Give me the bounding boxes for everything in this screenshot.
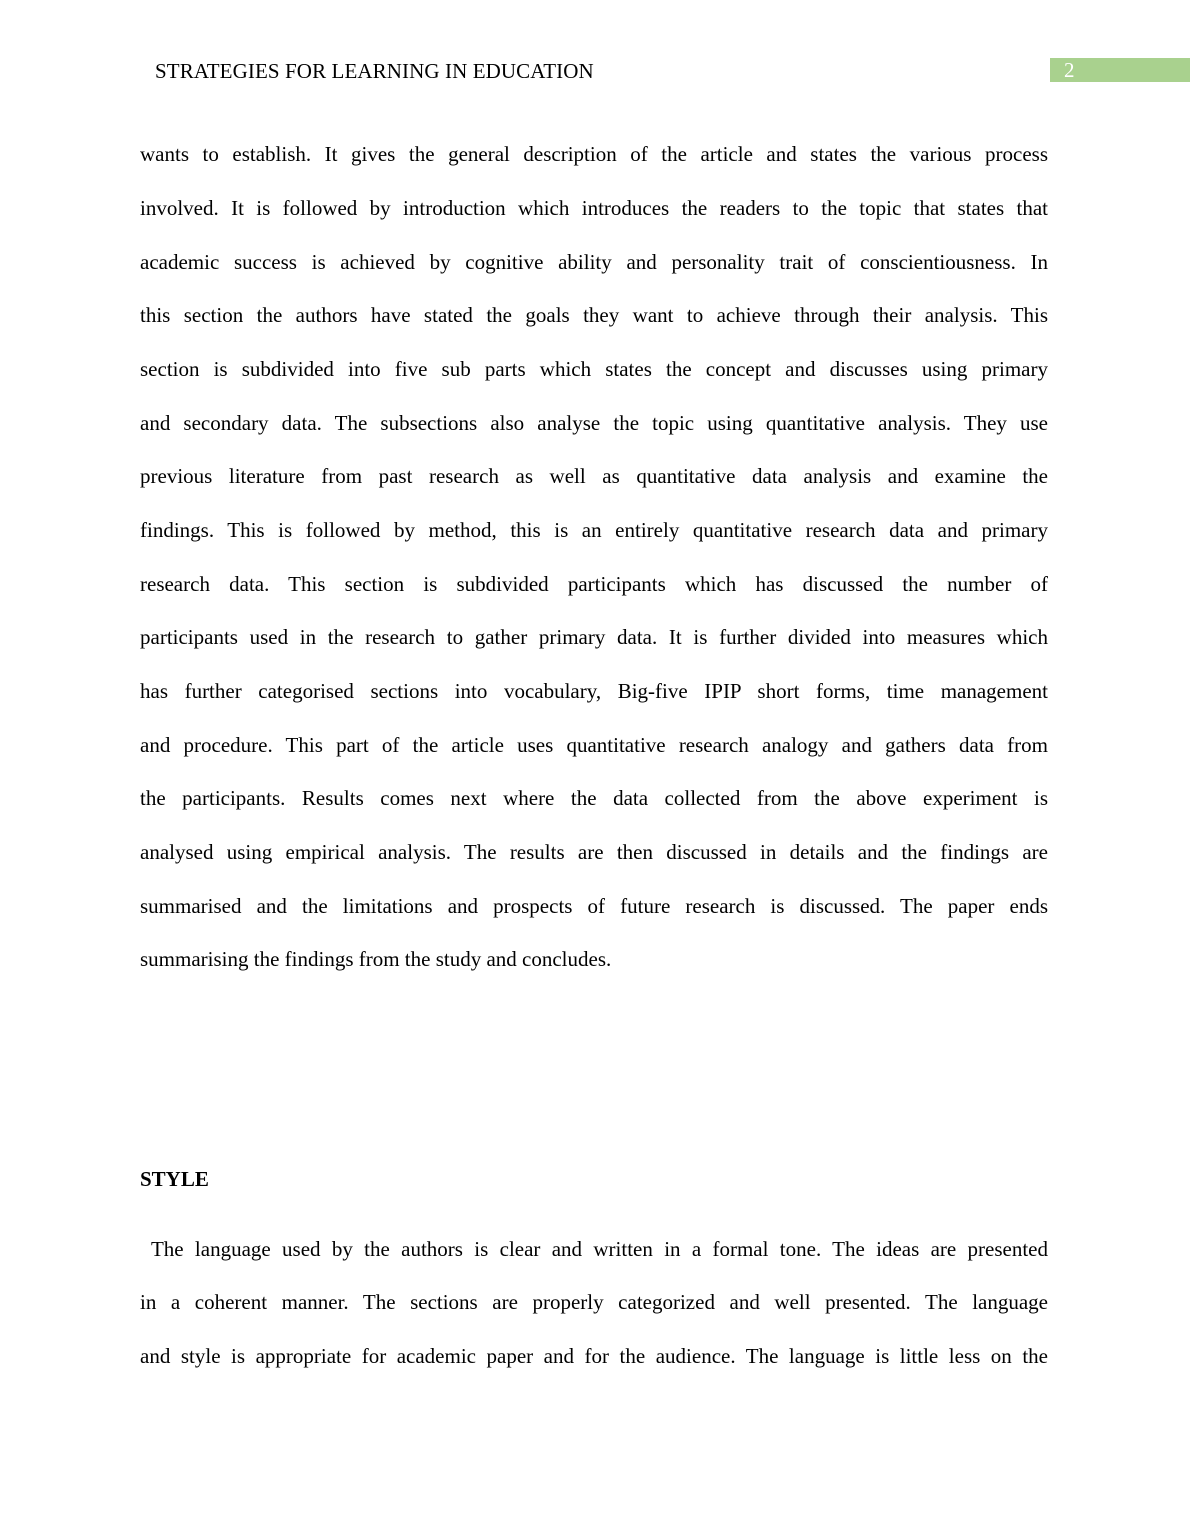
paragraph-line: section is subdivided into five sub parts which states the concept and discusses using primary [140,357,1048,381]
paragraph-line: summarising the findings from the study and concludes. [140,947,612,971]
paragraph-line: wants to establish. It gives the general description of the article and states the various process [140,142,1048,166]
paragraph-line: participants used in the research to gather primary data. It is further divided into measures which [140,625,1048,649]
paragraph-line: this section the authors have stated the goals they want to achieve through their analysis. This [140,303,1048,327]
page-number: 2 [1064,58,1075,82]
paragraph-line: the participants. Results comes next where the data collected from the above experiment is [140,786,1048,810]
paragraph-line: involved. It is followed by introduction which introduces the readers to the topic that states that [140,196,1048,220]
paragraph-line: previous literature from past research as well as quantitative data analysis and examine the [140,464,1048,488]
paragraph-line: findings. This is followed by method, this is an entirely quantitative research data and primary [140,518,1048,542]
running-title: STRATEGIES FOR LEARNING IN EDUCATION [155,59,594,83]
paragraph-line: and secondary data. The subsections also analyse the topic using quantitative analysis. They use [140,411,1048,435]
paragraph-line: and procedure. This part of the article uses quantitative research analogy and gathers data from [140,733,1048,757]
paragraph-line: has further categorised sections into vocabulary, Big-five IPIP short forms, time management [140,679,1048,703]
paragraph-line: The language used by the authors is clear and written in a formal tone. The ideas are presented [140,1237,1048,1261]
paragraph-line: academic success is achieved by cognitive ability and personality trait of conscientiousness. In [140,250,1048,274]
paragraph-line: summarised and the limitations and prospects of future research is discussed. The paper ends [140,894,1048,918]
paragraph-line: in a coherent manner. The sections are properly categorized and well presented. The language [140,1290,1048,1314]
paragraph-line: research data. This section is subdivided participants which has discussed the number of [140,572,1048,596]
paragraph-line: and style is appropriate for academic paper and for the audience. The language is little less on the [140,1344,1048,1368]
paragraph-line: analysed using empirical analysis. The results are then discussed in details and the findings are [140,840,1048,864]
page-number-badge [1050,58,1190,82]
section-heading-style: STYLE [140,1167,209,1191]
